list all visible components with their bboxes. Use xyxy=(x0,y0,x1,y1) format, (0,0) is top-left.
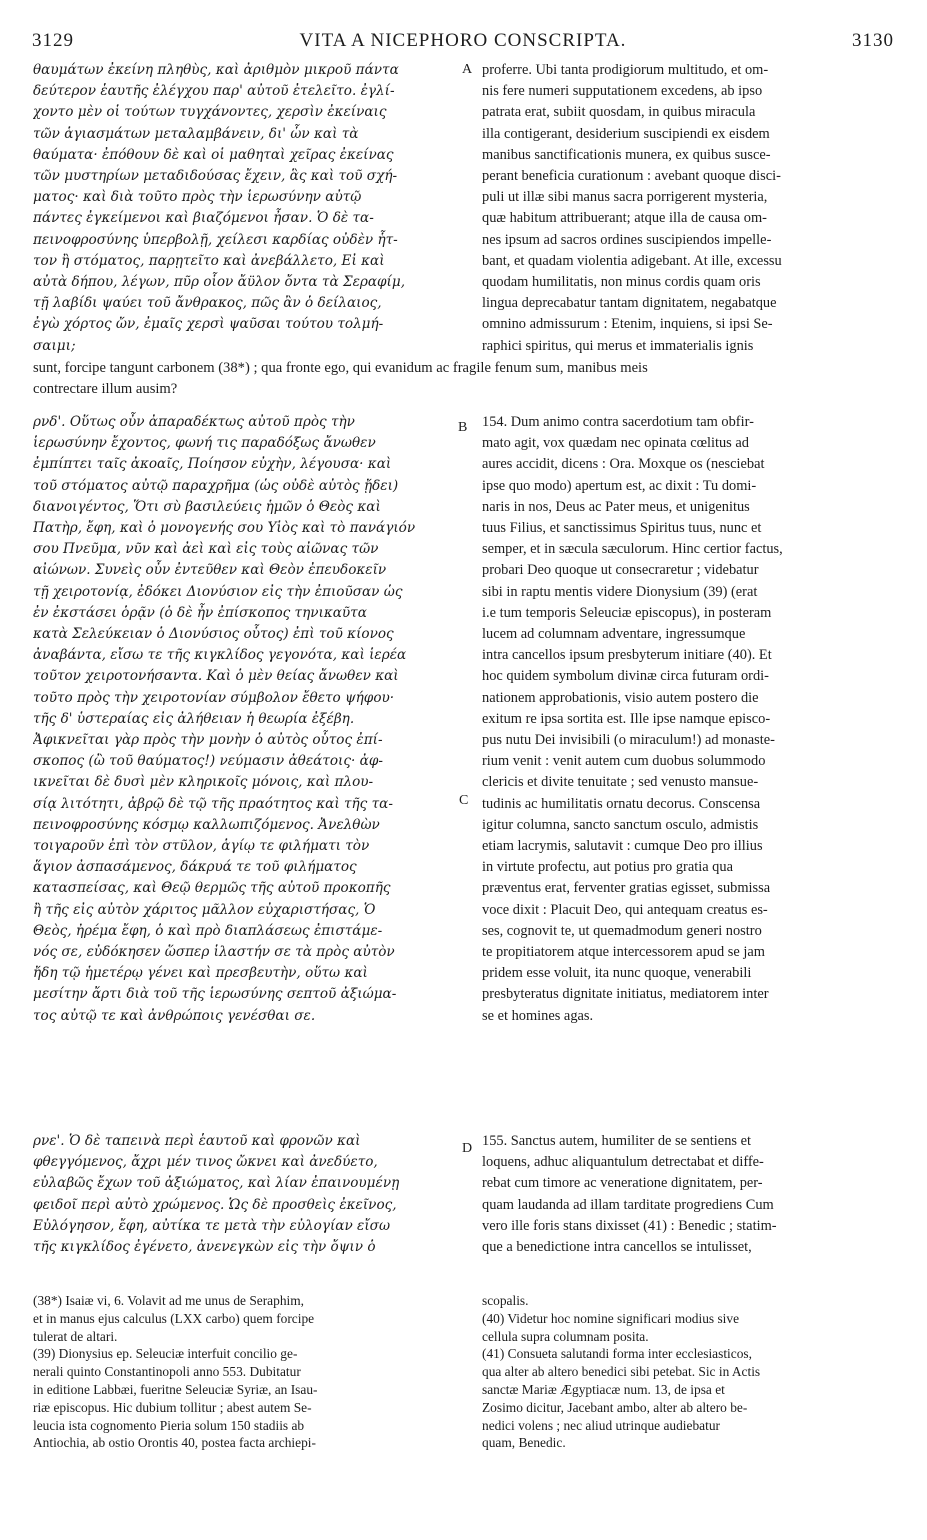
latin-text-line: naris in nos, Deus ac Pater meus, et unigenitus xyxy=(482,498,750,515)
latin-text-line: mato agit, vox quædam nec opinata cœlitus ad xyxy=(482,435,749,452)
greek-text-line: Ἀφικνεῖται γὰρ πρὸς τὴν μονὴν ὁ αὐτὸς οὗτος ἐπί- xyxy=(33,732,383,749)
greek-column-section-a xyxy=(33,60,460,357)
footnote-line: Zosimo dicitur, Jacebant ambo, alter ab altero be- xyxy=(482,1399,748,1415)
latin-text-line: puli ut illæ sibi manus sacra porrigerent mysteria, xyxy=(482,189,768,206)
greek-text-line: αἰώνων. Συνεὶς οὖν ἐντεῦθεν καὶ Θεὸν ἐπευδοκεῖν xyxy=(33,562,387,579)
latin-text-line: tudinis ac humilitatis ornatu decorus. Conscensa xyxy=(482,795,761,812)
latin-text-line: que a benedictione intra cancellos se intulisset, xyxy=(482,1239,752,1256)
greek-text-line: τῇ λαβίδι ψαύει τοῦ ἄνθρακος, πῶς ἂν ὁ δείλαιος, xyxy=(33,295,382,312)
latin-text-line: rium venit : venit autem cum duobus solummodo xyxy=(482,753,766,770)
left-page-number: 3129 xyxy=(32,30,74,51)
greek-text-line: ματος· καὶ διὰ τοῦτο πρὸς τὴν ἱερωσύνην αὐτῷ xyxy=(33,189,362,206)
latin-column-section-b xyxy=(482,412,894,1027)
greek-text-line: χοντο μὲν οἱ τούτων τυγχάνοντες, χερσὶν ἐκείναις xyxy=(33,104,387,121)
greek-text-line: τῆς δ' ὑστεραίας εἰς ἀλήθειαν ἡ θεωρία ἐξέβη. xyxy=(33,710,355,727)
greek-text-line: τοιγαροῦν ἐπὶ τὸν στῦλον, ἁγίῳ τε φιλήματι τὸν xyxy=(33,838,370,855)
latin-text-line: aures accidit, dicens : Ora. Moxque os (nesciebat xyxy=(482,456,765,473)
greek-text-line: Πατὴρ, ἔφη, καὶ ὁ μονογενής σου Υἱὸς καὶ τὸ πανάγιόν xyxy=(33,520,416,537)
footnote-line: cellula supra columnam posita. xyxy=(482,1328,649,1344)
footnote-line: leucia ista cognomento Pieria solum 150 stadiis ab xyxy=(33,1417,305,1433)
footnote-line: nerali quinto Constantinopoli anno 553. Dubitatur xyxy=(33,1364,301,1380)
running-title: VITA A NICEPHORO CONSCRIPTA. xyxy=(299,30,627,51)
greek-text-line: Εὐλόγησον, ἔφη, αὐτίκα τε μετὰ τὴν εὐλογίαν εἴσω xyxy=(33,1217,391,1234)
latin-text-line: nationem approbationis, visio autem postero die xyxy=(482,689,759,706)
latin-text-line: manibus sanctificationis munera, ex quibus susce- xyxy=(482,146,771,163)
greek-text-line: τοῦ στόματος αὐτῷ παραχρῆμα (ὡς οὐδὲ αὐτὸς ᾔδει) xyxy=(33,477,399,494)
latin-text-line: nes ipsum ad sacros ordines suscipiendos impelle- xyxy=(482,231,772,248)
greek-text-line: τῶν ἁγιασμάτων μεταλαμβάνειν, δι' ὧν καὶ τὰ xyxy=(33,125,359,142)
greek-text-line: εὐλαβῶς ἔχων τοῦ ἀξιώματος, καὶ λίαν ἐπαινουμένῃ xyxy=(33,1175,400,1192)
greek-text-line: κατασπείσας, καὶ Θεῷ θερμῶς τῆς αὐτοῦ προκοπῆς xyxy=(33,880,391,897)
greek-text-line: ἀναβάντα, εἴσω τε τῆς κιγκλίδος γεγονότα, καὶ ἱερέα xyxy=(33,647,407,664)
greek-text-line: ικνεῖται δὲ δυσὶ μὲν κληρικοῖς μόνοις, καὶ πλου- xyxy=(33,774,374,791)
latin-text-line: proferre. Ubi tanta prodigiorum multitudo, et om- xyxy=(482,62,769,78)
footnote-line: (39) Dionysius ep. Seleuciæ interfuit concilio ge- xyxy=(33,1346,298,1362)
latin-text-line: lucem ad columnam adventare, ingressumque xyxy=(482,626,746,643)
margin-marker-b: B xyxy=(458,420,468,435)
footnotes-right xyxy=(482,1292,894,1452)
latin-text-line: se et homines agas. xyxy=(482,1007,594,1024)
footnote-line: (41) Consueta salutandi forma inter ecclesiasticos, xyxy=(482,1346,752,1362)
latin-text-line: quæ habitum attribuerant; atque illa de causa om- xyxy=(482,210,767,227)
latin-text-line: 155. Sanctus autem, humiliter de se sentiens et xyxy=(482,1133,751,1149)
greek-text-line: νός σε, εὐδόκησεν ὥσπερ ἱλαστήν σε τὰ πρὸς αὐτὸν xyxy=(33,944,395,961)
latin-text-line: presbyteratus dignitate initiatus, mediatorem inter xyxy=(482,986,769,1003)
footnote-line: (40) Videtur hoc nomine significari modius sive xyxy=(482,1310,740,1326)
footnote-line: scopalis. xyxy=(482,1293,529,1308)
greek-text-line: διανοιγέντος, Ὅτι σὺ βασιλεύεις ἡμῶν ὁ Θεὸς καὶ xyxy=(33,498,381,515)
greek-text-line: τῆς κιγκλίδος ἐγένετο, ἀνενεγκὼν εἰς τὴν ὄψιν ὁ xyxy=(33,1239,376,1256)
latin-text-line: probari Deo quoque ut consecraretur ; videbatur xyxy=(482,562,759,579)
latin-text-line: omnino admissurum : Etenim, inquiens, si ipsi Se- xyxy=(482,316,773,333)
greek-text-line: μεσίτην ἄρτι διὰ τοῦ τῆς ἱερωσύνης σεπτοῦ ἀξιώμα- xyxy=(33,986,397,1003)
latin-text-line: patrata erat, subiit quosdam, in quibus miracula xyxy=(482,104,756,121)
spanning-line: sunt, forcipe tangunt carbonem (38*) ; qua fronte ego, qui evanidum ac fragile fenum sum, manibus meis xyxy=(33,360,648,376)
latin-text-line: exitum re ipsa sortita est. Ille ipse namque episco- xyxy=(482,710,771,727)
greek-text-line: σου Πνεῦμα, νῦν καὶ ἀεὶ καὶ εἰς τοὺς αἰῶνας τῶν xyxy=(33,541,379,558)
greek-text-line: ἤδη τῷ ἡμετέρῳ γένει καὶ πρεσβευτὴν, οὕτω καὶ xyxy=(33,965,368,982)
latin-text-line: præventus erat, ferventer gratias egisset, submissa xyxy=(482,880,771,897)
footnote-line: nedici volens ; nec aliud utrinque audiebatur xyxy=(482,1417,720,1433)
latin-text-line: sibi in raptu mentis videre Dionysium (39) (erat xyxy=(482,583,758,600)
greek-text-line: τοῦτον χειροτονήσαντα. Καὶ ὁ μὲν θείας ἄνωθεν καὶ xyxy=(33,668,399,685)
greek-text-line: Θεὸς, ἠρέμα ἔφη, ὁ καὶ πρὸ διαπλάσεως ἐπιστάμε- xyxy=(33,922,383,939)
latin-text-line: illa contigerant, desiderium suscipiendi ex eisdem xyxy=(482,125,770,142)
footnote-line: tulerat de altari. xyxy=(33,1328,118,1344)
greek-text-line: ἅγιον ἀσπασάμενος, δάκρυά τε τοῦ φιλήματος xyxy=(33,859,357,876)
greek-text-line: σίᾳ λιτότητι, ἀβρῷ δὲ τῷ τῆς πραότητος καὶ τῆς τα- xyxy=(33,795,393,812)
latin-text-line: igitur columna, sancto sanctum osculo, admistis xyxy=(482,816,759,833)
greek-text-line: κατὰ Σελεύκειαν ὁ Διονύσιος οὗτος) ἐπὶ τοῦ κίονος xyxy=(33,626,394,643)
footnote-line: sanctæ Mariæ Ægyptiacæ num. 13, de ipsa et xyxy=(482,1381,725,1397)
latin-text-line: semper, et in sæcula sæculorum. Hinc certior factus, xyxy=(482,541,783,558)
footnote-line: (38*) Isaiæ vi, 6. Volavit ad me unus de Seraphim, xyxy=(33,1293,305,1308)
footnote-line: in editione Labbæi, fueritne Seleuciæ Syriæ, an Isau- xyxy=(33,1381,318,1397)
greek-text-line: τος αὐτῷ τε καὶ ἀνθρώποις γενέσθαι σε. xyxy=(33,1007,316,1024)
greek-text-line: φθεγγόμενος, ἄχρι μέν τινος ὤκνει καὶ ἀνεδύετο, xyxy=(33,1154,378,1171)
greek-text-line: τον ἢ στόματος, παρῃτεῖτο καὶ ἀνεβάλλετο, Εἰ καὶ xyxy=(33,252,385,269)
greek-text-line: αὐτὰ δήπου, λέγων, πῦρ οἷον ἄϋλον ὄντα τὰ Σεραφίμ, xyxy=(33,274,406,291)
latin-text-line: clericis et divite tenuitate ; sed venusto mansue- xyxy=(482,774,759,791)
footnote-line: et in manus ejus calculus (LXX carbo) quem forcipe xyxy=(33,1310,315,1326)
latin-text-line: loquens, adhuc aliquantulum detrectabat et diffe- xyxy=(482,1154,764,1171)
greek-text-line: θαύματα· ἐπόθουν δὲ καὶ οἱ μαθηταὶ χεῖρας ἐκείνας xyxy=(33,146,394,163)
footnote-line: riæ episcopus. Hic dubium tollitur ; abest autem Se- xyxy=(33,1399,312,1415)
greek-text-line: ἐμπίπτει ταῖς ἀκοαῖς, Ποίησον εὐχὴν, λέγουσα· καὶ xyxy=(33,456,392,473)
latin-text-line: voce dixit : Placuit Deo, qui antequam creatus es- xyxy=(482,901,768,918)
margin-marker-a: A xyxy=(462,62,473,77)
latin-text-line: ses, cognovit te, ut quemadmodum generi nostro xyxy=(482,922,762,939)
margin-marker-d: D xyxy=(462,1141,473,1156)
greek-text-line: πάντες ἐγκείμενοι καὶ βιαζόμενοι ἦσαν. Ὁ δὲ τα- xyxy=(33,210,374,227)
greek-column-section-b xyxy=(33,412,460,1027)
latin-text-line: perant beneficia curationum : avebant quoque disci- xyxy=(482,168,781,185)
margin-marker-c: C xyxy=(459,793,469,808)
greek-text-line: ρνδ'. Οὕτως οὖν ἀπαραδέκτως αὐτοῦ πρὸς τὴν xyxy=(33,414,355,430)
latin-text-line: nis fere numeri supputationem excedens, ab ipso xyxy=(482,83,763,100)
greek-text-line: δεύτερον ἑαυτῆς ἐλέγχου παρ' αὐτοῦ ἐτελεῖτο. ἐγλί- xyxy=(33,83,395,100)
greek-text-line: θαυμάτων ἐκείνη πληθὺς, καὶ ἀριθμὸν μικροῦ πάντα xyxy=(33,62,399,78)
spanning-line-end: contrectare illum ausim? xyxy=(33,381,178,397)
latin-text-line: intra cancellos ipsum presbyterum initiare (40). Et xyxy=(482,647,772,664)
latin-text-line: lingua deprecabatur tantam dignitatem, negabatque xyxy=(482,295,777,312)
greek-text-line: πεινοφροσύνης κόσμῳ καλλωπιζόμενος. Ἀνελθὼν xyxy=(33,816,380,833)
footnote-line: qua alter ab altero benedici sibi petebat. Sic in Actis xyxy=(482,1364,761,1380)
latin-text-line: raphici spiritus, qui merus et immaterialis ignis xyxy=(482,337,754,354)
latin-text-line: in virtute profectu, aut potius pro gratia qua xyxy=(482,859,733,876)
greek-text-line: τῇ χειροτονίᾳ, ἐδόκει Διονύσιον εἰς τὴν ἐπιοῦσαν ὡς xyxy=(33,583,403,600)
latin-text-line: rebat cum timore ac veneratione dignitatem, per- xyxy=(482,1175,763,1192)
latin-text-line: pridem esse voluit, ita nunc quoque, venerabili xyxy=(482,965,752,982)
footnote-line: quam, Benedic. xyxy=(482,1435,566,1451)
greek-text-line: ἐν ἐκστάσει ὁρᾷν (ὁ δὲ ἦν ἐπίσκοπος τηνικαῦτα xyxy=(33,604,367,621)
latin-text-line: i.e tum temporis Seleuciæ episcopus), in posteram xyxy=(482,604,772,621)
latin-text-line: quam laudanda ad illam tarditate progrediens Cum xyxy=(482,1196,774,1213)
latin-text-line: hoc quidem symbolum divinæ circa futuram ordi- xyxy=(482,668,769,685)
greek-text-line: φειδοῖ περὶ αὐτὸ χρώμενος. Ὡς δὲ προσθεὶς ἐκεῖνος, xyxy=(33,1196,397,1213)
latin-text-line: ipse quo modo) apertum est, ac dixit : Tu domi- xyxy=(482,477,757,494)
latin-column-section-d xyxy=(482,1131,894,1258)
greek-text-line: ἢ τῆς εἰς αὐτὸν χάριτος μᾶλλον εὐχαριστήσας, Ὁ xyxy=(33,901,376,918)
footnotes-left xyxy=(33,1292,463,1452)
latin-text-line: etiam lacrymis, salutavit : cumque Deo pro illius xyxy=(482,838,763,855)
greek-text-line: σαιμι; xyxy=(33,337,76,354)
latin-text-line: vero ille foris stans dixisset (41) : Benedic ; statim- xyxy=(482,1217,777,1234)
latin-text-line: 154. Dum animo contra sacerdotium tam obfir- xyxy=(482,414,754,430)
greek-text-line: ἱερωσύνην ἔχοντος, φωνή τις παραδόξως ἄνωθεν xyxy=(33,435,376,452)
latin-text-line: tuus Filius, et sanctissimus Spiritus tuus, nunc et xyxy=(482,520,762,537)
latin-column-section-a xyxy=(482,60,894,357)
greek-text-line: σκοπος (ὢ τοῦ θαύματος!) νεύμασιν ἀθεάτοις· ἀφ- xyxy=(33,753,383,770)
right-page-number: 3130 xyxy=(852,30,894,51)
greek-text-line: τοῦτο πρὸς τὴν χειροτονίαν σύμβολον ἔθετο ψήφου· xyxy=(33,689,395,706)
footnote-line: Antiochia, ab ostio Orontis 40, postea facta archiepi- xyxy=(33,1435,316,1451)
greek-column-section-d xyxy=(33,1131,460,1258)
greek-text-line: τῶν μυστηρίων μεταδιδούσας ἔχειν, ἃς καὶ τοῦ σχή- xyxy=(33,168,398,185)
latin-text-line: bant, et quadam violentia adigebant. At ille, excessu xyxy=(482,252,782,269)
greek-text-line: πεινοφροσύνης ὑπερβολῇ, χείλεσι καρδίας οὐδὲν ἧτ- xyxy=(33,231,398,248)
greek-text-line: ἐγὼ χόρτος ὤν, ἐμαῖς χερσὶ ψαῦσαι τούτου τολμή- xyxy=(33,316,384,333)
latin-text-line: te propitiatorem atque intercessorem apud se jam xyxy=(482,944,765,961)
running-header xyxy=(32,30,894,56)
latin-text-line: quodam humilitatis, non minus cordis quam oris xyxy=(482,274,761,291)
latin-text-line: pus nutu Dei invisibili (o miraculum!) ad monaste- xyxy=(482,732,775,749)
greek-text-line: ρνε'. Ὁ δὲ ταπεινὰ περὶ ἑαυτοῦ καὶ φρονῶν καὶ xyxy=(33,1133,361,1149)
